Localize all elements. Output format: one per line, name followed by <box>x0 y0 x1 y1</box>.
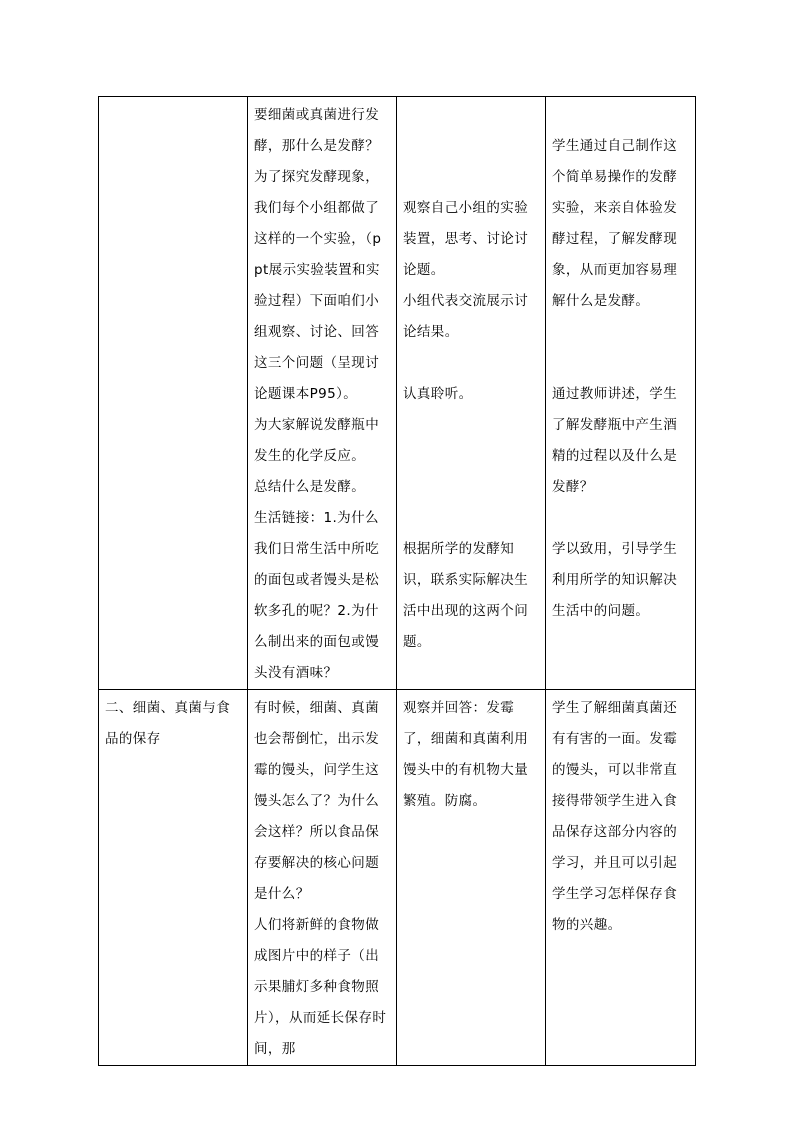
stage-text: 二、细菌、真菌与食品的保存 <box>105 700 231 747</box>
teacher-paragraph: 总结什么是发酵。 <box>254 479 366 495</box>
lesson-plan-table <box>98 96 696 1066</box>
teacher-paragraph: 为大家解说发酵瓶中发生的化学反应。 <box>254 417 380 464</box>
intent-paragraph: 学生通过自己制作这个简单易操作的发酵实验，来亲自体验发酵过程，了解发酵现象，从而更加容易理解什么是发酵。 <box>552 138 678 309</box>
intent-paragraph: 学生了解细菌真菌还有有害的一面。发霉的馒头，可以非常直接得带领学生进入食品保存这部分内容的学习，并且可以引起学生学习怎样保存食物的兴趣。 <box>552 700 678 933</box>
teacher-paragraph: 人们将新鲜的食物做成图片中的样子（出示果脯灯多种食物照片），从而延长保存时间，那 <box>254 917 387 1057</box>
stage-cell <box>99 97 248 690</box>
design-intent-cell <box>546 690 696 1066</box>
teacher-activity-cell <box>248 97 397 690</box>
table-row <box>99 97 696 690</box>
intent-paragraph: 通过教师讲述，学生了解发酵瓶中产生酒精的过程以及什么是发酵？ <box>552 386 678 495</box>
teacher-paragraph: 有时候，细菌、真菌也会帮倒忙，出示发霉的馒头，问学生这馒头怎么了？为什么会这样？所以食品保存要解决的核心问题是什么？ <box>254 700 380 902</box>
student-paragraph: 小组代表交流展示讨论结果。 <box>403 293 529 340</box>
teacher-paragraph: 要细菌或真菌进行发酵，那什么是发酵？为了探究发酵现象，我们每个小组都做了这样的一个实验，（ppt展示实验装置和实验过程）下面咱们小组观察、讨论、回答这三个问题（呈现讨论题课本P95）。 <box>254 107 382 402</box>
stage-cell <box>99 690 248 1066</box>
table-row <box>99 690 696 1066</box>
intent-paragraph: 学以致用，引导学生利用所学的知识解决生活中的问题。 <box>552 541 678 619</box>
teacher-activity-cell <box>248 690 397 1066</box>
student-paragraph: 根据所学的发酵知识，联系实际解决生活中出现的这两个问题。 <box>403 541 529 650</box>
student-activity-cell <box>397 97 546 690</box>
student-paragraph: 观察并回答：发霉了，细菌和真菌利用馒头中的有机物大量繁殖。防腐。 <box>403 700 529 809</box>
student-activity-cell <box>397 690 546 1066</box>
teacher-paragraph: 生活链接：1.为什么我们日常生活中所吃的面包或者馒头是松软多孔的呢？2.为什么制出来的面包或馒头没有酒味？ <box>254 510 380 681</box>
student-paragraph: 认真聆听。 <box>403 386 473 402</box>
student-paragraph: 观察自己小组的实验装置，思考、讨论讨论题。 <box>403 200 529 278</box>
design-intent-cell <box>546 97 696 690</box>
